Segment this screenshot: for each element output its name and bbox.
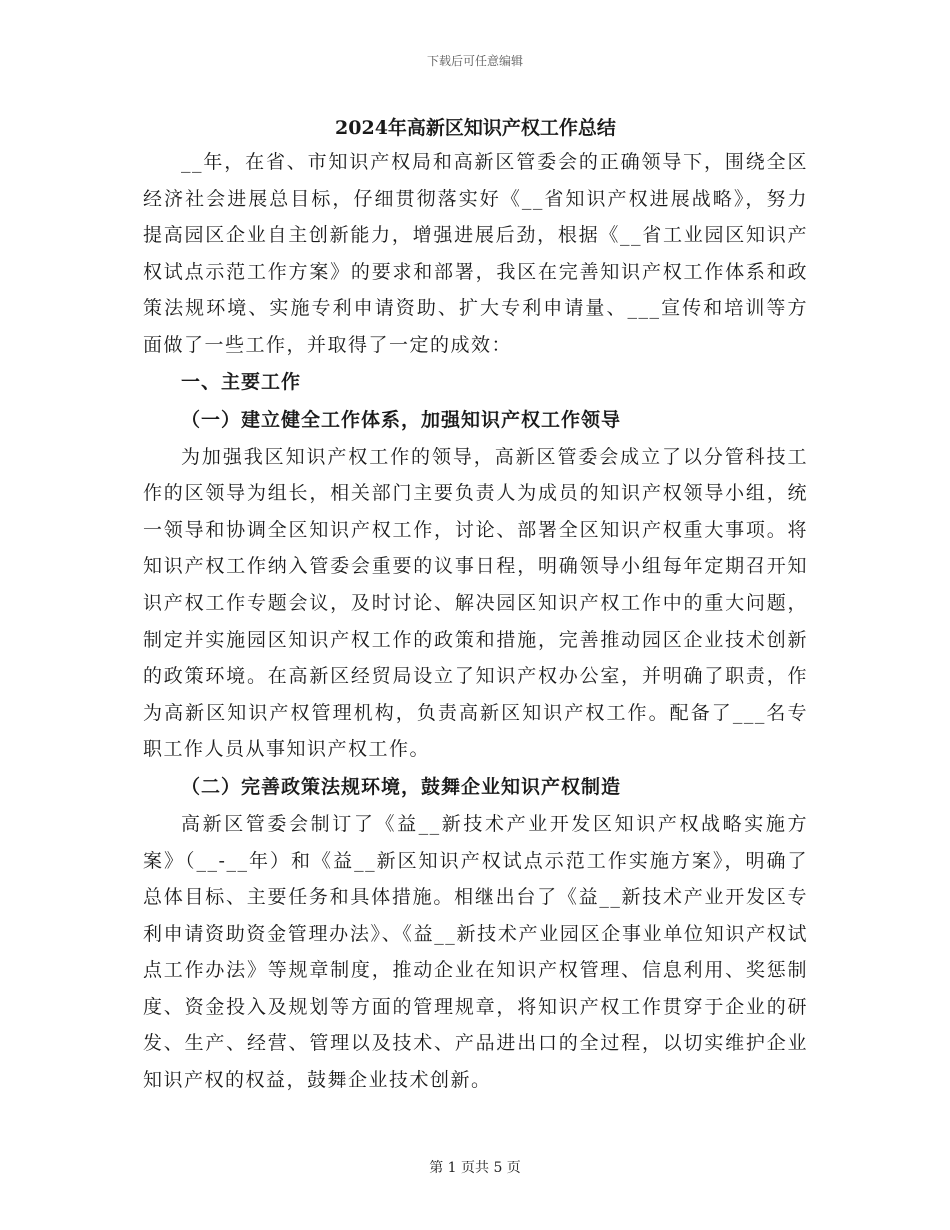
subsection-2-paragraph: 高新区管委会制订了《益__新技术产业开发区知识产权战略实施方案》（__-__年）和《益__新区知识产权试点示范工作实施方案》，明确了总体目标、主要任务和具体措施。相继出台了《益__新技术产业开发区专利申请资助资金管理办法》、《益__新技术产业园区企事业单位知识产权试点工作办法》等规章制度，推动企业在知识产权管理、信息利用、奖惩制度、资金投入及规划等方面的管理规章，将知识产权工作贯穿于企业的研发、生产、经营、管理以及技术、产品进出口的全过程，以切实维护企业知识产权的权益，鼓舞企业技术创新。: [143, 812, 808, 1092]
page-footer: 第 1 页共 5 页: [429, 1160, 521, 1176]
page-header: 下载后可任意编辑: [426, 54, 523, 68]
intro-paragraph: __年，在省、市知识产权局和高新区管委会的正确领导下，围绕全区经济社会进展总目标，仔细贯彻落实好《__省知识产权进展战略》，努力提高园区企业自主创新能力，增强进展后劲，根据《__省工业园区知识产权试点示范工作方案》的要求和部署，我区在完善知识产权工作体系和政策法规环境、实施专利申请资助、扩大专利申请量、___宣传和培训等方面做了一些工作，并取得了一定的成效：: [143, 151, 808, 356]
subsection-1-paragraph: 为加强我区知识产权工作的领导，高新区管委会成立了以分管科技工作的区领导为组长，相关部门主要负责人为成员的知识产权领导小组，统一领导和协调全区知识产权工作，讨论、部署全区知识产权重大事项。将知识产权工作纳入管委会重要的议事日程，明确领导小组每年定期召开知识产权工作专题会议，及时讨论、解决园区知识产权工作中的重大问题，制定并实施园区知识产权工作的政策和措施，完善推动园区企业技术创新的政策环境。在高新区经贸局设立了知识产权办公室，并明确了职责，作为高新区知识产权管理机构，负责高新区知识产权工作。配备了___名专职工作人员从事知识产权工作。: [143, 445, 808, 761]
document-body: [143, 112, 808, 1099]
section-heading-main-work: 一、主要工作: [181, 370, 302, 393]
subsection-heading-2: （二）完善政策法规环境，鼓舞企业知识产权制造: [181, 775, 622, 798]
subsection-heading-1: （一）建立健全工作体系，加强知识产权工作领导: [181, 408, 622, 431]
document-title: 2024年高新区知识产权工作总结: [335, 117, 616, 139]
